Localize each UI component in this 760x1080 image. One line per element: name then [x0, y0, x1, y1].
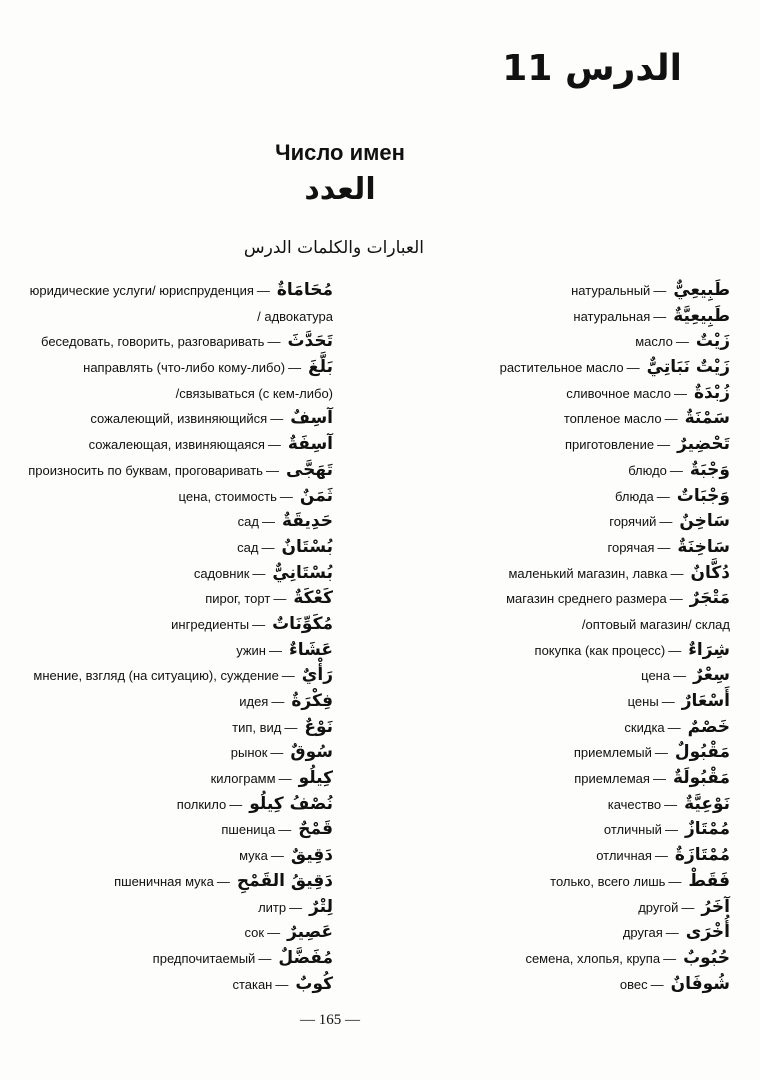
arabic-word: أَسْعَارٌ [681, 691, 730, 711]
vocab-entry [3, 484, 333, 510]
dash-separator: — [267, 334, 281, 350]
dash-separator: — [271, 694, 285, 709]
arabic-word: شُوفَانٌ [670, 973, 730, 994]
arabic-word: فَقَطْ [688, 870, 730, 891]
dash-separator: — [284, 719, 298, 735]
section-title-ar: العدد [304, 172, 376, 207]
vocab-entry [400, 458, 730, 484]
arabic-word: زُبْدَةٌ [693, 382, 730, 403]
russian-translation: мука [239, 848, 268, 864]
dash-separator: — [668, 642, 682, 658]
dash-separator: — [252, 616, 266, 632]
russian-translation: направлять (что-либо кому-либо) [83, 360, 286, 376]
arabic-word: تَهَجَّى [285, 459, 333, 480]
vocab-entry [400, 329, 730, 355]
vocab-entry [3, 586, 333, 612]
arabic-word: أُخْرَى [685, 922, 730, 943]
dash-separator: — [229, 796, 243, 812]
arabic-word: شِرَاءٌ [688, 639, 730, 660]
russian-translation: беседовать, говорить, разговаривать [41, 334, 265, 350]
page-number: — 165 — [300, 1012, 360, 1028]
dash-separator: — [653, 283, 667, 298]
vocab-entry [3, 432, 333, 458]
vocab-entry [400, 663, 730, 689]
arabic-word: دَقِيقُ القَمْحِ [236, 870, 333, 891]
vocab-entry [3, 278, 333, 304]
vocab-entry [400, 355, 730, 381]
vocab-entry [3, 638, 333, 664]
dash-separator: — [278, 822, 292, 838]
arabic-word: زَيْتٌ نَبَاتِيٌّ [646, 357, 730, 378]
dash-separator: — [279, 488, 293, 504]
dash-separator: — [668, 873, 682, 889]
vocab-entry [3, 329, 333, 355]
russian-translation: приготовление [565, 437, 655, 453]
russian-translation: отличный [603, 822, 662, 838]
dash-separator: — [256, 283, 270, 298]
dash-separator: — [654, 745, 668, 761]
russian-translation: /оптовый магазин/ склад [581, 616, 730, 632]
russian-translation: ингредиенты [171, 616, 250, 632]
vocab-entry [3, 612, 333, 638]
russian-translation: пшеница [221, 822, 276, 838]
dash-separator: — [659, 514, 673, 530]
dash-separator: — [657, 437, 671, 453]
arabic-word: وَجْبَاتٌ [676, 485, 730, 506]
arabic-word: كَعْكَةٌ [293, 588, 333, 609]
russian-translation: горячий [609, 514, 657, 530]
arabic-word: نَوْعِيَّةٌ [684, 793, 730, 814]
dash-separator: — [278, 771, 292, 787]
vocab-entry [400, 432, 730, 458]
vocab-entry [400, 817, 730, 843]
arabic-word: مَقْبُولٌ [674, 742, 730, 763]
dash-separator: — [267, 925, 281, 941]
russian-translation: юридические услуги/ юриспруденция [29, 283, 254, 298]
russian-translation: пшеничная мука [114, 873, 214, 889]
vocab-entry [400, 766, 730, 792]
arabic-word: ثَمَنٌ [299, 485, 333, 506]
russian-translation: мнение, взгляд (на ситуацию), суждение [33, 668, 279, 684]
lesson-title: الدرس 11 [502, 48, 682, 89]
dash-separator: — [667, 719, 681, 735]
russian-translation: произносить по буквам, проговаривать [28, 462, 263, 478]
russian-translation: только, всего лишь [550, 873, 666, 889]
dash-separator: — [670, 565, 684, 581]
vocab-entry [3, 509, 333, 535]
russian-translation: стакан [232, 976, 273, 992]
vocab-entry [3, 792, 333, 818]
vocab-entry [400, 304, 730, 330]
russian-translation: магазин среднего размера [506, 591, 667, 607]
dash-separator: — [681, 899, 695, 915]
arabic-word: مُمْتَازَةٌ [674, 845, 730, 866]
arabic-word: آسِفَةٌ [287, 434, 333, 455]
vocab-entry [3, 535, 333, 561]
arabic-word: عَصِيرٌ [287, 922, 333, 943]
russian-translation: предпочитаемый [152, 950, 256, 966]
vocab-entry [3, 663, 333, 689]
vocab-entry [400, 535, 730, 561]
vocab-entry [400, 381, 730, 407]
dash-separator: — [261, 539, 275, 555]
vocab-entry [3, 946, 333, 972]
dash-separator: — [262, 514, 275, 530]
russian-translation: покупка (как процесс) [534, 642, 666, 658]
dash-separator: — [657, 539, 671, 555]
arabic-word: كِيلُو [298, 768, 333, 789]
vocab-entry [400, 586, 730, 612]
russian-translation: садовник [193, 565, 250, 581]
dash-separator: — [669, 591, 683, 607]
russian-translation: цена [641, 668, 671, 684]
arabic-word: مُكَوِّنَاتٌ [272, 613, 333, 634]
arabic-word: تَحَدَّثَ [287, 331, 333, 352]
vocab-entry [3, 381, 333, 407]
vocab-entry [400, 740, 730, 766]
dash-separator: — [656, 488, 670, 504]
arabic-word: طَبِيعِيٌّ [673, 280, 730, 300]
arabic-word: تَحْضِيرٌ [677, 434, 730, 455]
vocab-entry [400, 638, 730, 664]
russian-translation: рынок [230, 745, 268, 761]
vocab-entry [400, 278, 730, 304]
russian-translation: растительное масло [499, 360, 624, 376]
vocab-entry [3, 766, 333, 792]
vocab-entry [3, 920, 333, 946]
russian-translation: /связываться (с кем-либо) [175, 385, 333, 401]
russian-translation: овес [619, 976, 648, 992]
arabic-word: مَقْبُولَةٌ [672, 768, 730, 789]
arabic-word: نُصْفُ كِيلُو [249, 793, 333, 814]
arabic-word: عَشَاءٌ [289, 639, 333, 660]
vocab-entry [400, 895, 730, 921]
dash-separator: — [289, 899, 303, 915]
dash-separator: — [273, 591, 287, 607]
vocab-entry [3, 817, 333, 843]
vocab-entry [400, 689, 730, 715]
vocab-entry [3, 304, 333, 330]
dash-separator: — [275, 976, 289, 992]
russian-translation: маленький магазин, лавка [508, 565, 668, 581]
vocab-entry [400, 972, 730, 998]
dash-separator: — [653, 308, 667, 324]
arabic-word: دَقِيقٌ [290, 845, 333, 866]
dash-separator: — [669, 462, 683, 478]
russian-translation: блюда [615, 488, 654, 504]
russian-translation: блюдо [628, 462, 667, 478]
dash-separator: — [664, 796, 678, 812]
arabic-word: سَاخِنٌ [679, 511, 730, 532]
vocab-column-right [400, 278, 730, 997]
dash-separator: — [288, 360, 302, 376]
russian-translation: ужин [236, 642, 266, 658]
dash-separator: — [654, 848, 668, 864]
dash-separator: — [270, 411, 284, 427]
dash-separator: — [663, 950, 677, 966]
dash-separator: — [265, 462, 279, 478]
vocab-column-left [3, 278, 333, 997]
arabic-word: دُكَّانٌ [690, 562, 730, 583]
vocab-entry [400, 612, 730, 638]
russian-translation: сожалеющий, извиняющийся [90, 411, 268, 427]
arabic-word: بُسْتَانِيٌّ [272, 562, 333, 583]
vocab-entry [3, 972, 333, 998]
vocab-entry [3, 406, 333, 432]
russian-translation: килограмм [210, 771, 276, 787]
russian-translation: другой [638, 899, 679, 915]
russian-translation: топленое масло [563, 411, 662, 427]
arabic-word: سُوقٌ [290, 742, 333, 763]
arabic-word: رَأْيٌ [301, 665, 333, 686]
vocab-entry [3, 843, 333, 869]
vocab-entry [3, 869, 333, 895]
dash-separator: — [673, 385, 687, 401]
dash-separator: — [281, 668, 295, 684]
dash-separator: — [665, 925, 679, 941]
dash-separator: — [664, 822, 678, 838]
vocab-entry [400, 869, 730, 895]
arabic-word: آخَرُ [701, 896, 730, 917]
vocab-entry [400, 561, 730, 587]
vocab-entry [3, 561, 333, 587]
dash-separator: — [267, 437, 281, 453]
russian-translation: сок [244, 925, 265, 941]
arabic-word: مُفَضَّلٌ [278, 947, 333, 968]
vocab-entry [400, 946, 730, 972]
arabic-word: آسِفٌ [290, 408, 333, 429]
vocab-entry [400, 484, 730, 510]
russian-translation: полкило [176, 796, 227, 812]
russian-translation: идея [239, 694, 269, 709]
arabic-word: مَتْجَرٌ [689, 588, 730, 609]
dash-separator: — [270, 848, 284, 864]
dash-separator: — [269, 642, 282, 658]
russian-translation: сад [237, 514, 259, 530]
russian-translation: литр [258, 899, 287, 915]
russian-translation: натуральная [573, 308, 651, 324]
russian-translation: масло [635, 334, 673, 350]
dash-separator: — [652, 771, 666, 787]
arabic-word: فِكْرَةٌ [291, 691, 333, 711]
russian-translation: другая [622, 925, 663, 941]
arabic-word: مُمْتَازٌ [684, 819, 730, 840]
russian-translation: приемлемый [573, 745, 652, 761]
dash-separator: — [252, 565, 266, 581]
arabic-word: حُبُوبٌ [683, 947, 730, 968]
russian-translation: цены [627, 694, 659, 709]
vocab-entry [3, 458, 333, 484]
arabic-word: طَبِيعِيَّةٌ [673, 305, 730, 326]
arabic-word: سَاخِنَةٌ [677, 536, 730, 557]
russian-translation: приемлемая [574, 771, 650, 787]
russian-translation: горячая [607, 539, 655, 555]
dash-separator: — [673, 668, 687, 684]
russian-translation: семена, хлопья, крупа [525, 950, 661, 966]
arabic-word: سَمْنَةٌ [684, 408, 730, 429]
vocab-entry [3, 740, 333, 766]
russian-translation: натуральный [571, 283, 651, 298]
dash-separator: — [216, 873, 230, 889]
russian-translation: отличная [596, 848, 652, 864]
vocab-entry [3, 355, 333, 381]
vocab-entry [400, 509, 730, 535]
vocab-heading: العبارات والكلمات الدرس [243, 238, 424, 258]
russian-translation: скидка [624, 719, 665, 735]
vocab-entry [400, 792, 730, 818]
arabic-word: كُوبٌ [295, 973, 333, 994]
arabic-word: سِعْرٌ [693, 665, 730, 686]
arabic-word: زَيْتٌ [695, 331, 730, 352]
arabic-word: مُحَامَاةٌ [276, 280, 333, 300]
arabic-word: نَوْعٌ [304, 716, 333, 737]
vocab-entry [400, 920, 730, 946]
dash-separator: — [270, 745, 284, 761]
russian-translation: качество [607, 796, 662, 812]
russian-translation: цена, стоимость [178, 488, 277, 504]
vocab-entry [3, 895, 333, 921]
dash-separator: — [661, 694, 675, 709]
dash-separator: — [664, 411, 678, 427]
vocab-entry [400, 406, 730, 432]
arabic-word: بُسْتَانٌ [281, 536, 333, 557]
russian-translation: сливочное масло [566, 385, 671, 401]
russian-translation: тип, вид [232, 719, 282, 735]
vocab-entry [3, 715, 333, 741]
dash-separator: — [626, 360, 640, 376]
russian-translation: / адвокатура [257, 308, 333, 324]
arabic-word: لِتْرٌ [309, 896, 333, 917]
dash-separator: — [258, 950, 272, 966]
vocab-entry [3, 689, 333, 715]
russian-translation: сад [237, 539, 259, 555]
dash-separator: — [675, 334, 689, 350]
arabic-word: حَدِيقَةٌ [282, 511, 333, 532]
section-title-ru: Число имен [275, 140, 405, 165]
dash-separator: — [650, 976, 664, 992]
arabic-word: قَمْحٌ [298, 819, 333, 840]
arabic-word: بَلَّغَ [308, 357, 333, 378]
arabic-word: خَصْمٌ [687, 716, 730, 737]
russian-translation: сожалеющая, извиняющаяся [88, 437, 265, 453]
vocab-entry [400, 843, 730, 869]
arabic-word: وَجْبَةٌ [689, 459, 730, 480]
vocab-entry [400, 715, 730, 741]
russian-translation: пирог, торт [205, 591, 271, 607]
